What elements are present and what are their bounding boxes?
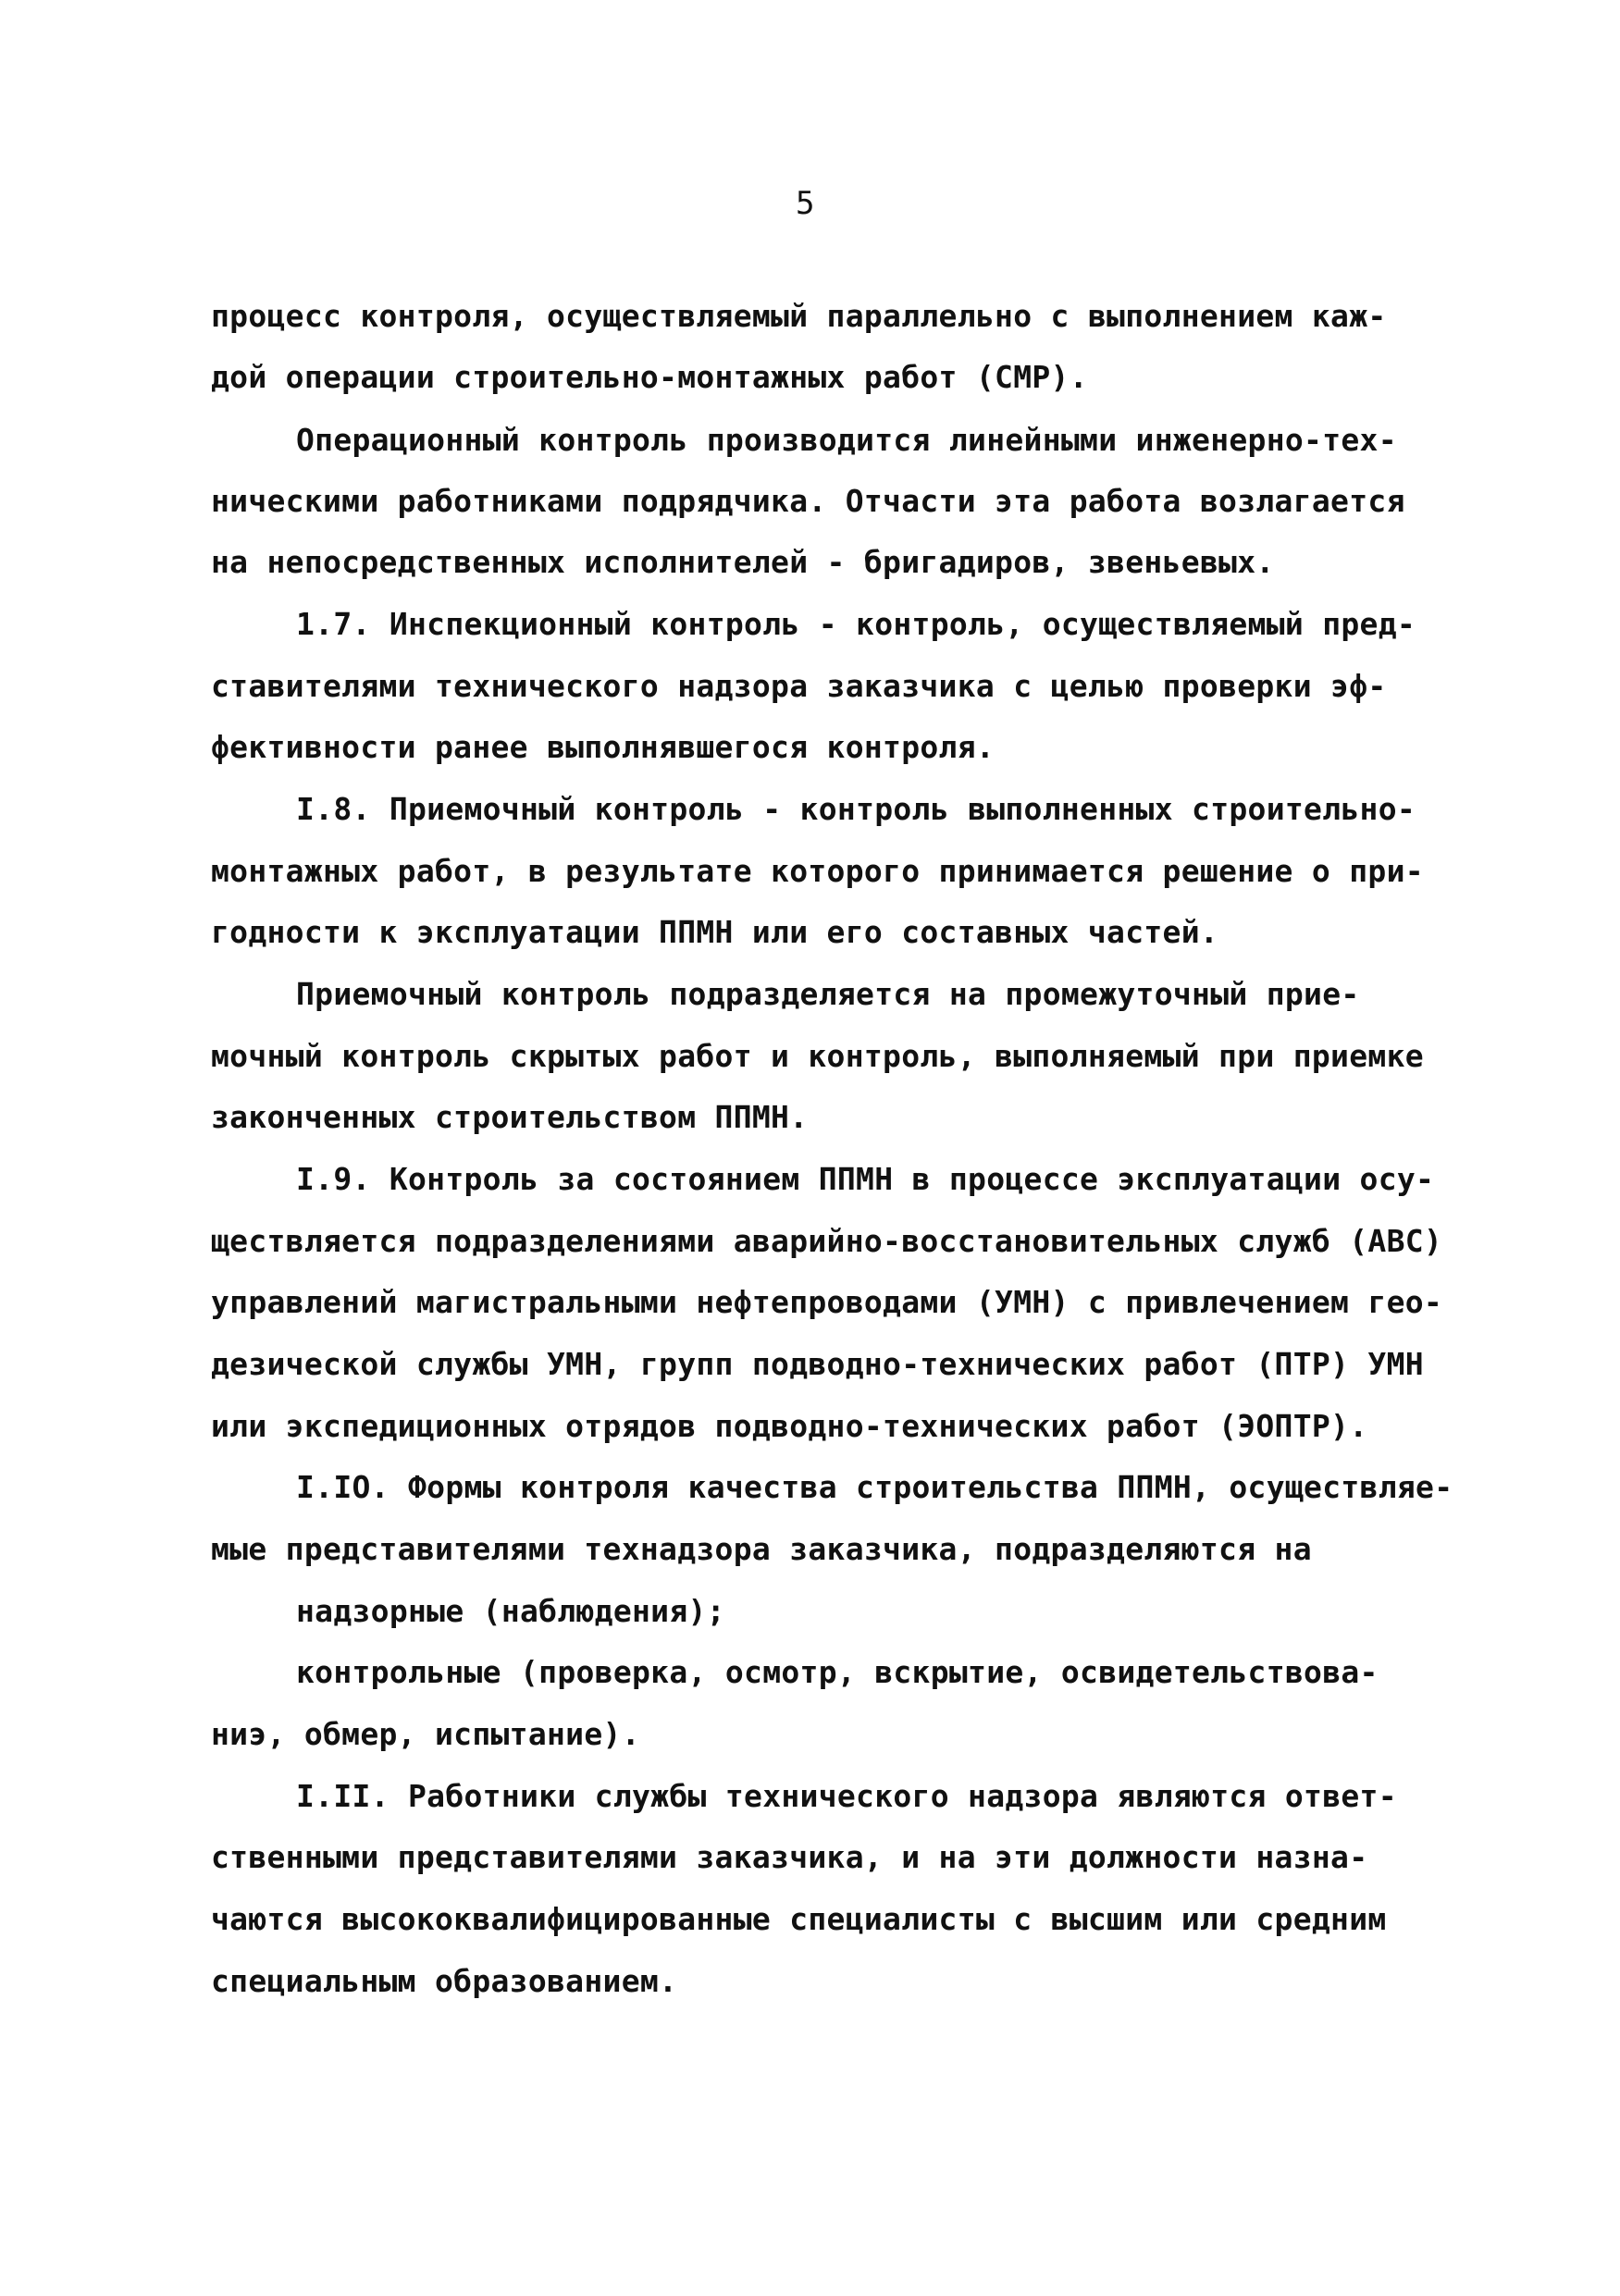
text-line: специальным образованием.: [211, 1963, 678, 1999]
page-number: 5: [796, 185, 815, 222]
text-line: мые представителями технадзора заказчика, подразделяются на: [211, 1531, 1312, 1567]
text-line: ниэ, обмер, испытание).: [211, 1716, 640, 1752]
text-line: процесс контроля, осуществляемый параллельно с выполнением каж-: [211, 298, 1387, 334]
text-line: на непосредственных исполнителей - бригадиров, звеньевых.: [211, 544, 1275, 580]
text-line: ственными представителями заказчика, и на эти должности назна-: [211, 1839, 1368, 1875]
text-line: Приемочный контроль подразделяется на промежуточный прие-: [296, 976, 1360, 1012]
text-line: фективности ранее выполнявшегося контроля.: [211, 729, 995, 765]
text-line: контрольные (проверка, осмотр, вскрытие, освидетельствова-: [296, 1654, 1379, 1690]
text-line: 1.7. Инспекционный контроль - контроль, осуществляемый пред-: [296, 606, 1416, 642]
text-line: чаются высококвалифицированные специалисты с высшим или средним: [211, 1901, 1387, 1937]
text-line: дой операции строительно-монтажных работ (СМР).: [211, 359, 1088, 395]
text-line: ставителями технического надзора заказчика с целью проверки эф-: [211, 668, 1387, 704]
text-line: I.9. Контроль за состоянием ППМН в процессе эксплуатации осу-: [296, 1161, 1435, 1197]
text-line: годности к эксплуатации ППМН или его составных частей.: [211, 914, 1219, 950]
text-line: надзорные (наблюдения);: [296, 1593, 725, 1629]
text-line: Операционный контроль производится линейными инженерно-тех-: [296, 422, 1397, 458]
text-line: I.IO. Формы контроля качества строительства ППМН, осуществляе-: [296, 1469, 1453, 1505]
text-line: мочный контроль скрытых работ и контроль, выполняемый при приемке: [211, 1038, 1424, 1074]
text-line: I.II. Работники службы технического надзора являются ответ-: [296, 1778, 1397, 1814]
text-line: I.8. Приемочный контроль - контроль выполненных строительно-: [296, 791, 1416, 827]
text-line: монтажных работ, в результате которого принимается решение о при-: [211, 853, 1424, 889]
text-line: управлений магистральными нефтепроводами (УМН) с привлечением гео-: [211, 1284, 1443, 1320]
text-line: дезической службы УМН, групп подводно-технических работ (ПТР) УМН: [211, 1346, 1424, 1382]
text-line: ническими работниками подрядчика. Отчасти эта работа возлагается: [211, 483, 1405, 519]
text-line: или экспедиционных отрядов подводно-технических работ (ЭОПТР).: [211, 1408, 1368, 1444]
text-line: ществляется подразделениями аварийно-восстановительных служб (АВС): [211, 1223, 1443, 1259]
text-line: законченных строительством ППМН.: [211, 1099, 809, 1135]
